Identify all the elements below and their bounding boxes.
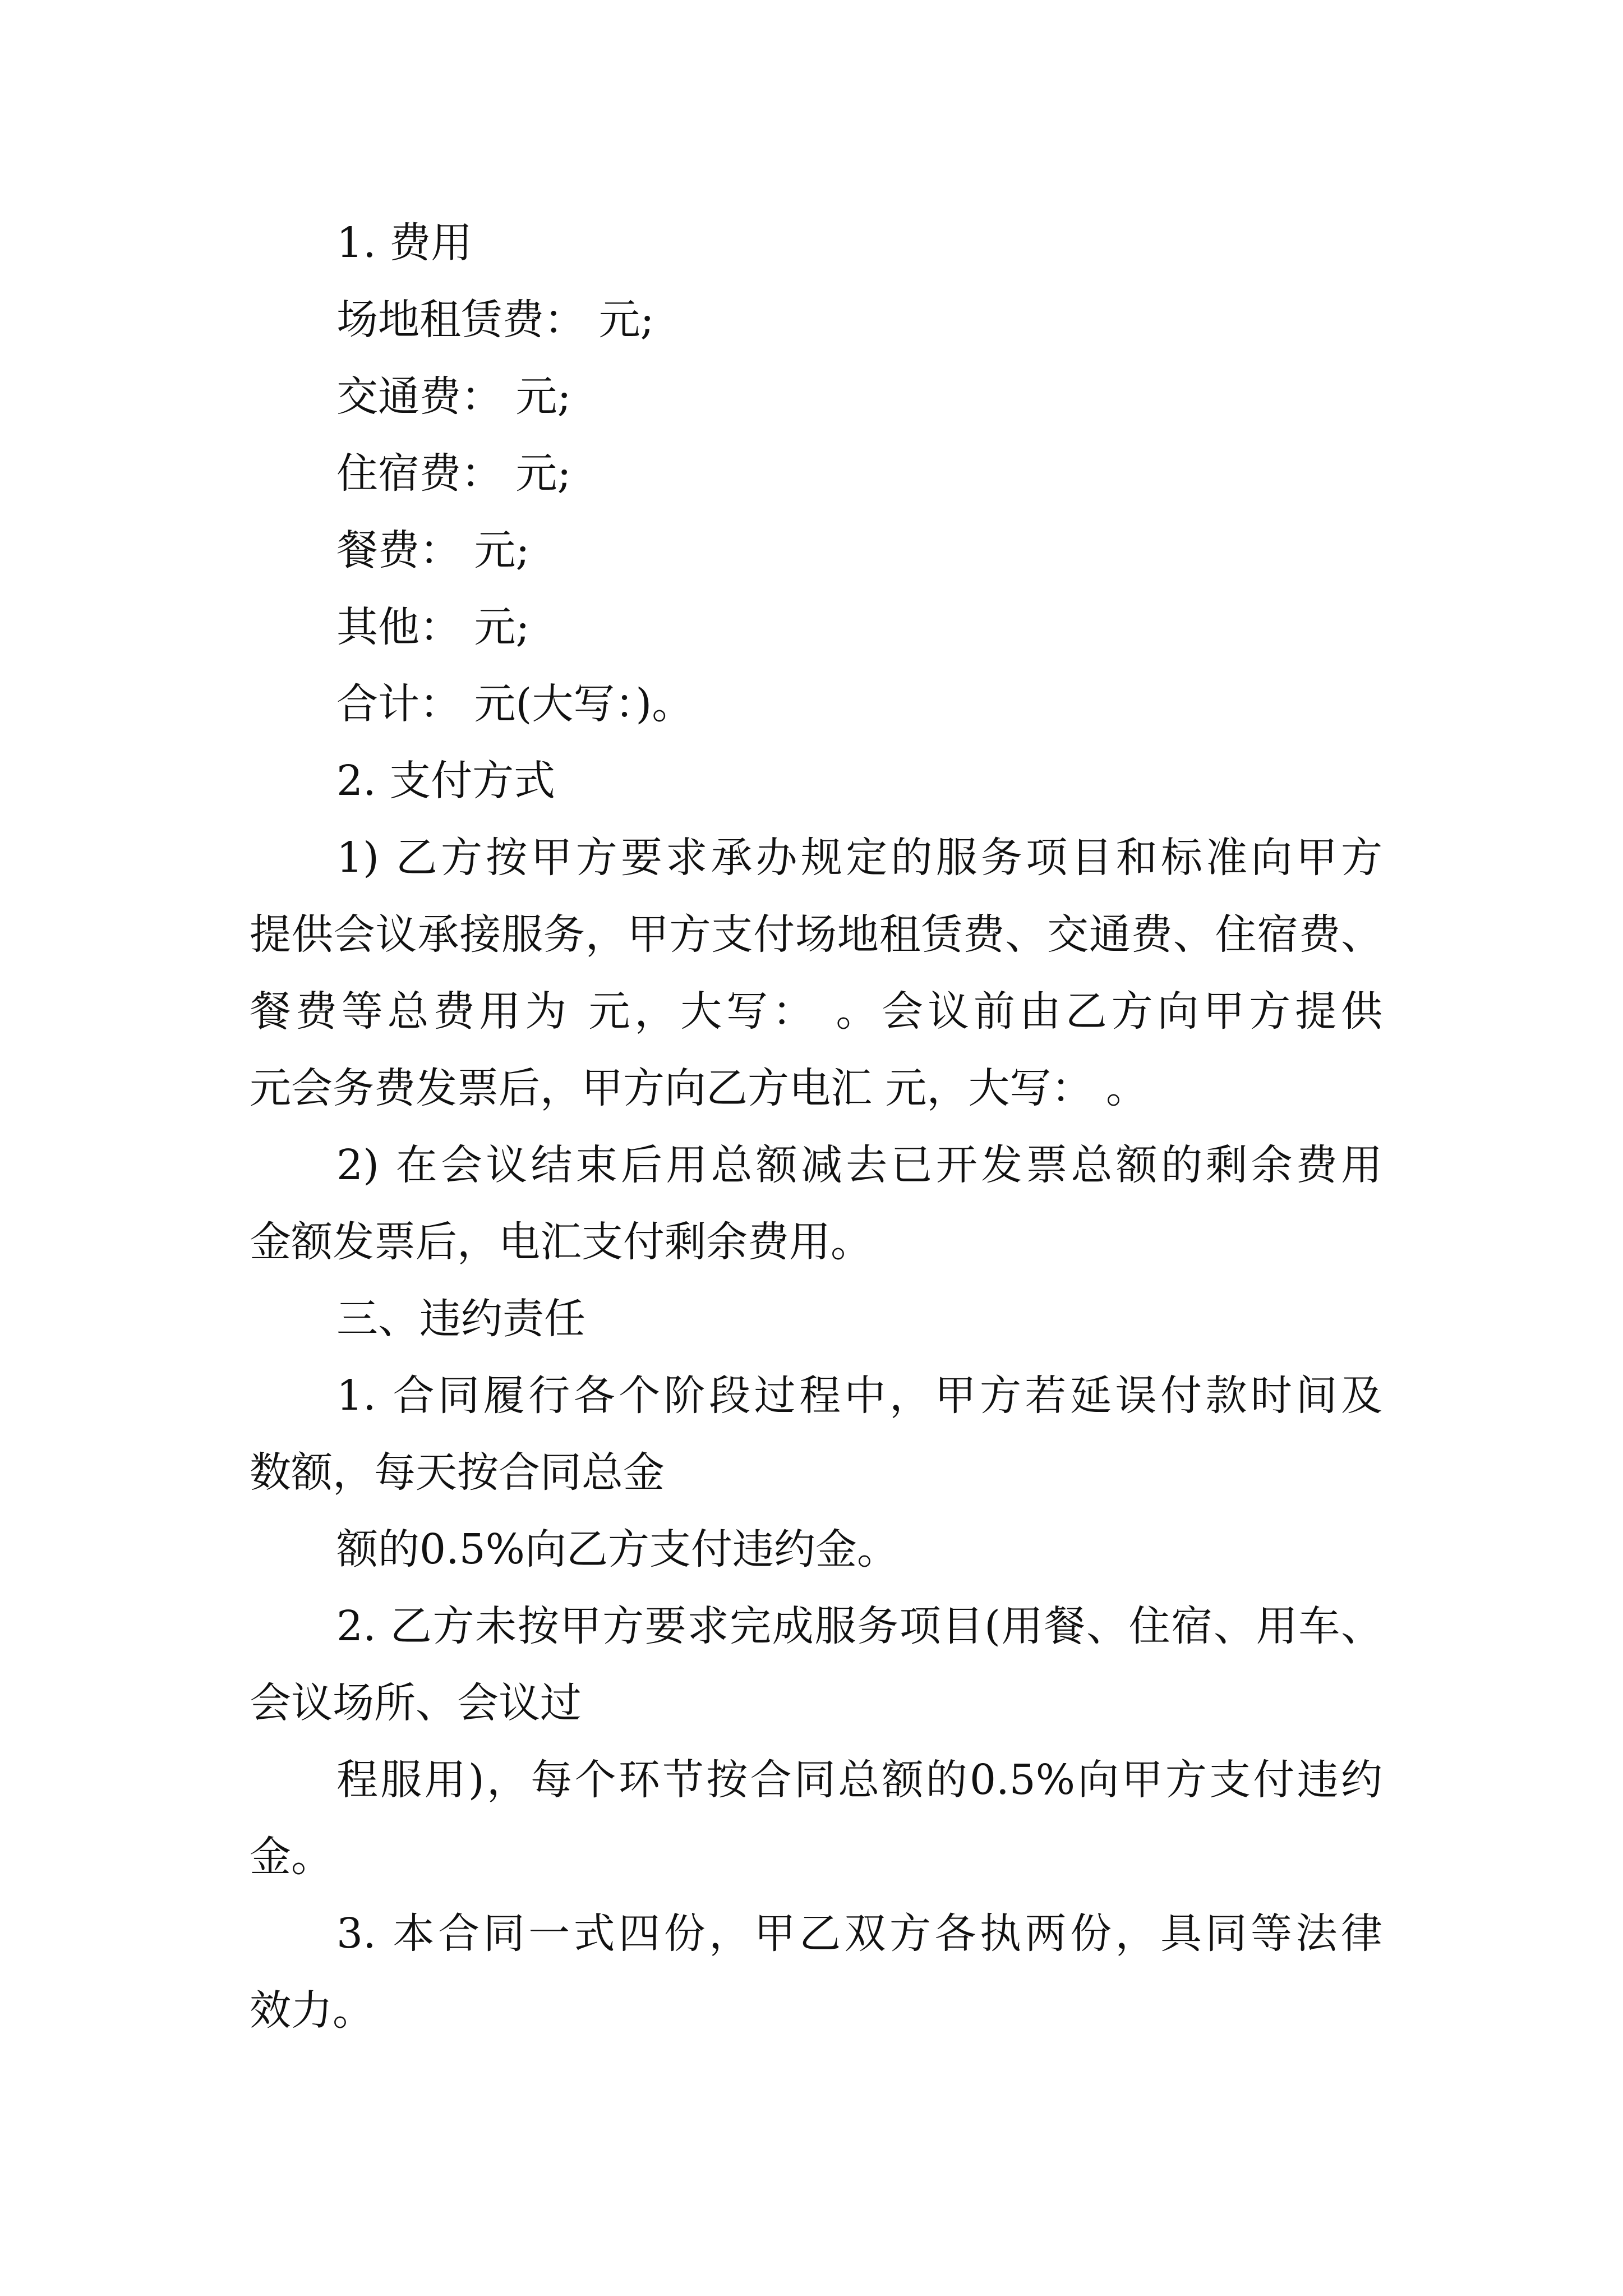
text-line: 1. 合同履行各个阶段过程中，甲方若延误付款时间及 <box>336 1372 1382 1420</box>
text-line: 额的0.5%向乙方支付违约金。 <box>336 1525 898 1573</box>
text-line: 餐费： 元; <box>336 526 530 574</box>
text-line: 金。 <box>250 1833 333 1881</box>
section-heading: 2. 支付方式 <box>336 757 556 805</box>
text-line: 交通费： 元; <box>336 372 571 421</box>
text-line: 场地租赁费： 元; <box>336 296 654 344</box>
text-line: 金额发票后，电汇支付剩余费用。 <box>250 1218 872 1266</box>
text-line: 元会务费发票后，甲方向乙方电汇 元，大写： 。 <box>250 1064 1148 1112</box>
text-line: 合计： 元(大写：)。 <box>336 680 694 728</box>
text-line: 2) 在会议结束后用总额减去已开发票总额的剩余费用 <box>336 1141 1382 1189</box>
section-heading: 三、违约责任 <box>336 1295 585 1343</box>
text-line: 住宿费： 元; <box>336 449 571 498</box>
text-line: 数额，每天按合同总金 <box>250 1448 665 1497</box>
text-line: 效力。 <box>250 1986 374 2035</box>
text-line: 3. 本合同一式四份，甲乙双方各执两份，具同等法律 <box>336 1910 1382 1958</box>
text-line: 餐费等总费用为 元，大写： 。会议前由乙方向甲方提供 <box>250 987 1382 1036</box>
text-line: 1. 费用 <box>336 219 473 267</box>
text-line: 其他： 元; <box>336 603 530 651</box>
text-line: 会议场所、会议过 <box>250 1679 582 1727</box>
text-line: 1) 乙方按甲方要求承办规定的服务项目和标准向甲方 <box>336 834 1382 882</box>
text-line: 程服用)，每个环节按合同总额的0.5%向甲方支付违约 <box>336 1756 1382 1804</box>
text-line: 提供会议承接服务，甲方支付场地租赁费、交通费、住宿费、 <box>250 910 1382 959</box>
text-line: 2. 乙方未按甲方要求完成服务项目(用餐、住宿、用车、 <box>336 1602 1382 1650</box>
